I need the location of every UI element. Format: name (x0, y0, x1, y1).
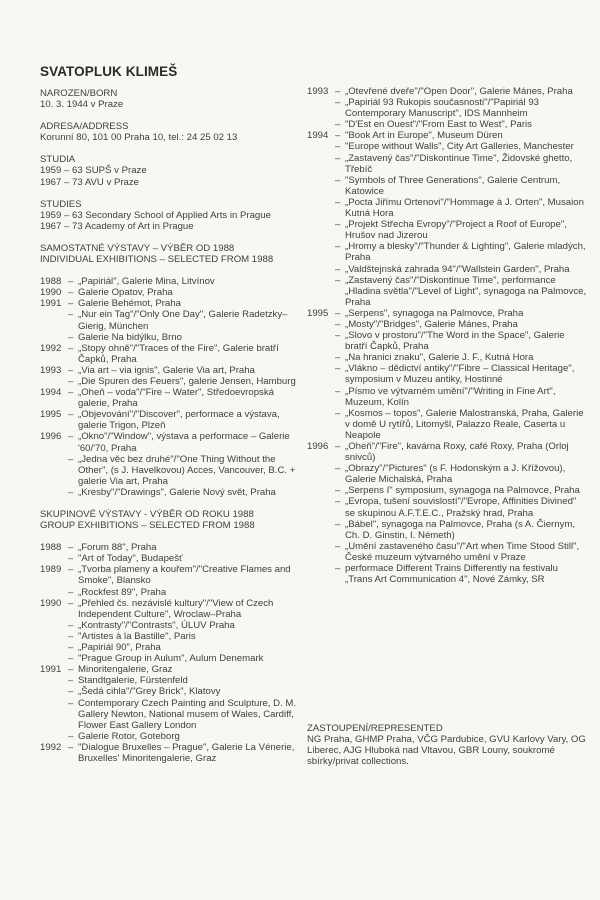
exhibition-text: "Artistes à la Bastille", Paris (78, 630, 196, 642)
dash-marker: – (68, 686, 74, 698)
dash-marker: – (335, 518, 341, 530)
exhibition-text: „Zastavený čas"/"Diskontinue Time", Židovské ghetto, Třebíč (345, 152, 573, 175)
dash-marker: – (68, 653, 74, 665)
group-heading-cz: SKUPINOVÉ VÝSTAVY - VÝBĚR OD ROKU 1988 (40, 509, 254, 520)
dash-marker: – (335, 363, 341, 375)
exhibition-item (68, 365, 302, 376)
exhibition-item (335, 563, 587, 585)
dash-marker: – (335, 563, 341, 575)
exhibition-year-entry (40, 365, 302, 387)
exhibition-item (68, 642, 302, 653)
exhibition-text: „Přehled čs. nezávislé kultury"/"View of Czech Independent Culture", Wroclaw–Praha (78, 597, 274, 620)
exhibition-year-entry (40, 542, 302, 564)
exhibition-year: 1996 (40, 431, 62, 443)
exhibition-year: 1992 (40, 741, 62, 753)
exhibition-item (335, 386, 587, 408)
dash-marker: – (68, 364, 74, 376)
exhibition-item (68, 731, 302, 742)
dash-marker: – (68, 309, 74, 321)
exhibition-item (68, 276, 302, 287)
exhibition-year: 1991 (40, 664, 62, 676)
exhibition-year: 1990 (40, 287, 62, 299)
exhibition-item (335, 319, 587, 330)
exhibition-item (335, 330, 587, 352)
exhibition-year-entry (307, 308, 587, 441)
exhibition-text: „Otevřené dveře"/"Open Door", Galerie Mánes, Praha (345, 86, 573, 97)
exhibition-item (335, 352, 587, 363)
dash-marker: – (68, 597, 74, 609)
exhibition-text: „Jedna věc bez druhé"/"One Thing Without the Other", (s J. Havelkovou) Acces, Vancouver, B.C. + galerie Via art, Praha (78, 453, 296, 487)
exhibition-text: "Book Art in Europe", Museum Düren (345, 130, 503, 142)
exhibition-text: "Dialogue Bruxelles – Prague", Galerie La Vénerie, Bruxelles' Minoritengalerie, Graz (78, 741, 295, 764)
exhibition-text: „Forum 88", Praha (78, 542, 157, 554)
exhibition-text: „Oheň – voda"/"Fire – Water", Středoevropská galerie, Praha (78, 387, 274, 410)
dash-marker: – (68, 642, 74, 654)
right-column (307, 86, 587, 585)
exhibition-text: performace Different Trains Differently na festivalu „Trans Art Communication 4", Nové Zámky, SR (345, 563, 558, 586)
exhibition-item (335, 175, 587, 197)
born-value: 10. 3. 1944 v Praze (40, 99, 124, 111)
exhibition-item (68, 487, 302, 498)
represented-heading: ZASTOUPENÍ/REPRESENTED (307, 723, 443, 734)
address-heading: ADRESA/ADDRESS (40, 121, 129, 133)
dash-marker: – (68, 453, 74, 465)
dash-marker: – (68, 298, 74, 310)
exhibition-item (68, 631, 302, 642)
exhibition-item (68, 553, 302, 564)
exhibition-item (68, 454, 302, 487)
exhibition-year-entry (307, 130, 587, 308)
studia-heading: STUDIA (40, 154, 76, 166)
exhibition-item (335, 130, 587, 141)
exhibition-text: „Objevování"/"Discover", performace a výstava, galerie Trigon, Plzeň (78, 409, 280, 432)
exhibition-year-entry (40, 431, 302, 498)
address-section (40, 121, 302, 143)
dash-marker: – (68, 741, 74, 753)
exhibition-text: „Zastavený čas"/"Diskontinue Time", performance „Hladina světla"/"Level of Light", synagoga na Palmovce, Praha (345, 274, 587, 308)
exhibition-text: „Evropa, tušení souvislostí"/"Evrope, Affinities Divined" se skupinou A.F.T.E.C., Pražský hrad, Praha (345, 496, 577, 519)
studies-heading: STUDIES (40, 198, 82, 210)
dash-marker: – (335, 119, 341, 131)
exhibition-text: „Stopy ohně"/"Traces of the Fire", Galerie bratří Čapků, Praha (78, 342, 279, 365)
exhibition-year-entry (40, 343, 302, 365)
exhibition-text: „Vlákno – dědictví antiky"/"Fibre – Classical Heritage", symposium v Muzeu antiky, Hostinné (345, 363, 575, 386)
exhibition-text: „Rockfest 89", Praha (78, 586, 167, 598)
individual-heading-en: INDIVIDUAL EXHIBITIONS – SELECTED FROM 1988 (40, 254, 274, 266)
exhibition-year-entry (307, 86, 587, 130)
exhibition-text: "Symbols of Three Generations", Galerie Centrum, Katowice (345, 174, 561, 197)
exhibition-item (68, 387, 302, 409)
studies-line: 1959 – 63 Secondary School of Applied Arts in Prague (40, 209, 271, 221)
exhibition-text: „Oheň"/"Fire", kavárna Roxy, café Roxy, Praha (Orloj snivců) (345, 441, 569, 464)
exhibition-item (335, 275, 587, 308)
exhibition-text: Galerie Opatov, Praha (78, 287, 173, 299)
exhibition-item (335, 496, 587, 518)
exhibition-text: „Serpens I" symposium, synagoga na Palmovce, Praha (345, 485, 580, 497)
exhibition-text: „Papiriál 93 Rukopis současnosti"/"Papiriál 93 Contemporary Manuscript", IDS Mannheim (345, 97, 539, 120)
dash-marker: – (68, 730, 74, 742)
dash-marker: – (68, 287, 74, 299)
exhibition-item (335, 264, 587, 275)
exhibition-year: 1992 (40, 342, 62, 354)
studia-line: 1959 – 63 SUPŠ v Praze (40, 165, 147, 177)
exhibition-text: „Papiriál 90", Praha (78, 642, 161, 654)
dash-marker: – (335, 540, 341, 552)
dash-marker: – (335, 307, 341, 319)
dash-marker: – (68, 486, 74, 498)
dash-marker: – (335, 152, 341, 164)
exhibition-year: 1990 (40, 597, 62, 609)
exhibition-item (335, 97, 587, 119)
exhibition-text: Galerie Rotor, Goteborg (78, 730, 180, 742)
exhibition-item (68, 698, 302, 731)
exhibition-item (68, 675, 302, 686)
dash-marker: – (335, 407, 341, 419)
dash-marker: – (335, 441, 341, 452)
exhibition-item (68, 431, 302, 453)
dash-marker: – (335, 219, 341, 231)
exhibition-text: Minoritengalerie, Graz (78, 664, 173, 676)
dash-marker: – (335, 274, 341, 286)
studies-line: 1967 – 73 Academy of Art in Prague (40, 220, 194, 232)
left-column (40, 88, 302, 775)
exhibition-item (335, 153, 587, 175)
exhibition-item (68, 653, 302, 664)
dash-marker: – (335, 97, 341, 109)
exhibition-year-entry (307, 441, 587, 585)
exhibition-item (335, 308, 587, 319)
group-heading-en: GROUP EXHIBITIONS – SELECTED FROM 1988 (40, 520, 255, 532)
exhibition-text: „Pocta Jiřímu Ortenovi"/"Hommage à J. Orten", Musaion Kutná Hora (345, 196, 584, 220)
dash-marker: – (68, 387, 74, 399)
exhibition-text: Galerie Na bidýlku, Brno (78, 331, 182, 343)
dash-marker: – (68, 409, 74, 421)
exhibition-year-entry (40, 564, 302, 597)
exhibition-text: „Obrazy"/"Pictures" (s F. Hodonským a J. Křížovou), Galerie Michalská, Praha (345, 463, 566, 486)
exhibition-text: „Slovo v prostoru"/"The Word in the Space", Galerie bratří Čapků, Praha (345, 330, 565, 353)
exhibition-text: „Kresby"/"Drawings", Galerie Nový svět, Praha (78, 486, 276, 498)
exhibition-item (335, 519, 587, 541)
exhibition-item (335, 86, 587, 97)
dash-marker: – (68, 664, 74, 676)
exhibition-year-entry (40, 298, 302, 342)
exhibition-year-entry (40, 742, 302, 764)
exhibition-item (68, 376, 302, 387)
dash-marker: – (335, 86, 341, 97)
dash-marker: – (335, 241, 341, 253)
exhibition-year: 1988 (40, 542, 62, 554)
dash-marker: – (335, 141, 341, 153)
exhibition-year-entry (40, 387, 302, 409)
exhibition-year-entry (40, 664, 302, 742)
exhibition-text: „Serpens", synagoga na Palmovce, Praha (345, 307, 524, 319)
exhibition-year: 1993 (40, 364, 62, 376)
dash-marker: – (335, 174, 341, 186)
born-section (40, 88, 302, 110)
represented-section (307, 723, 587, 767)
exhibition-text: „Kosmos – topos", Galerie Malostranská, Praha, Galerie v domě U rytířů, Litomyšl, Palazzo Reale, Caserta u Neapole (345, 407, 584, 441)
exhibition-year: 1995 (307, 307, 329, 319)
dash-marker: – (335, 485, 341, 497)
exhibition-item (68, 620, 302, 631)
exhibition-text: „Die Spuren des Feuers", galerie Jensen, Hamburg (78, 375, 296, 387)
dash-marker: – (335, 463, 341, 475)
exhibition-year-entry (40, 409, 302, 431)
exhibition-text: "Art of Today", Budapešť (78, 553, 183, 565)
exhibition-text: „Na hranici znaku", Galerie J. F., Kutná Hora (345, 352, 534, 364)
dash-marker: – (335, 196, 341, 208)
individual-exhibitions-heading-block (40, 243, 302, 265)
exhibition-text: „Nur ein Tag"/"Only One Day", Galerie Radetzky–Gierig, München (78, 309, 288, 332)
dash-marker: – (68, 553, 74, 565)
dash-marker: – (68, 697, 74, 709)
dash-marker: – (68, 564, 74, 576)
exhibition-text: „Mosty"/"Bridges", Galerie Mánes, Praha (345, 318, 518, 330)
exhibition-year: 1989 (40, 564, 62, 576)
exhibition-item (335, 363, 587, 385)
exhibition-item (335, 485, 587, 496)
exhibition-item (68, 409, 302, 431)
exhibition-item (68, 598, 302, 620)
exhibition-item (68, 664, 302, 675)
exhibition-item (68, 686, 302, 697)
dash-marker: – (68, 276, 74, 288)
exhibition-item (68, 742, 302, 764)
dash-marker: – (68, 342, 74, 354)
exhibition-year-entry (40, 287, 302, 298)
exhibition-item (335, 141, 587, 152)
individual-exhibitions-list (40, 276, 302, 498)
dash-marker: – (335, 352, 341, 364)
exhibition-item (335, 219, 587, 241)
dash-marker: – (335, 330, 341, 342)
exhibition-text: „Kontrasty"/"Contrasts", ÚLUV Praha (78, 619, 235, 631)
exhibition-year: 1994 (307, 130, 329, 142)
exhibition-text: „Umění zastaveného času"/"Art when Time Stood Still", České muzeum výtvarného umění v Praze (345, 540, 580, 563)
studia-line: 1967 – 73 AVU v Praze (40, 176, 140, 188)
exhibition-item (335, 541, 587, 563)
exhibition-text: „Okno"/"Window", výstava a performace – Galerie '60/'70, Praha (78, 431, 290, 454)
exhibition-item (335, 463, 587, 485)
exhibition-text: „Tvorba plameny a kouřem"/"Creative Flames and Smoke", Blansko (78, 564, 291, 587)
exhibition-year-entry (40, 276, 302, 287)
dash-marker: – (68, 675, 74, 687)
exhibition-text: „Šedá cihla"/"Grey Brick", Klatovy (78, 686, 221, 698)
exhibition-item (68, 298, 302, 309)
exhibition-text: „Via art – via ignis", Galerie Via art, Praha (78, 364, 255, 376)
exhibition-text: „Papiriál", Galerie Mina, Litvínov (78, 276, 215, 288)
dash-marker: – (335, 130, 341, 142)
exhibition-item (335, 119, 587, 130)
exhibition-text: Standtgalerie, Fürstenfeld (78, 675, 188, 687)
group-exhibitions-list-left (40, 542, 302, 764)
exhibition-text: "Europe without Walls", City Art Galleries, Manchester (345, 141, 574, 153)
represented-text: NG Praha, GHMP Praha, VČG Pardubice, GVU Karlovy Vary, OG Liberec, AJG Hluboká nad Vltavou, GBR Louny, soukromé sbírky/privat collections. (307, 734, 586, 768)
exhibition-item (68, 343, 302, 365)
exhibition-item (68, 587, 302, 598)
exhibition-year: 1996 (307, 441, 329, 452)
dash-marker: – (68, 375, 74, 387)
group-exhibitions-list-right (307, 86, 587, 585)
exhibition-item (68, 309, 302, 331)
exhibition-text: Contemporary Czech Painting and Sculpture, D. M. Gallery Newton, National musem of Wales, Cardiff, Flower East Gallery London (78, 697, 297, 731)
exhibition-text: „Hromy a blesky"/"Thunder & Lighting", Galerie mladých, Praha (345, 241, 586, 264)
exhibition-item (68, 287, 302, 298)
exhibition-text: "D'Est en Ouest"/"From East to West", Paris (345, 119, 532, 131)
exhibition-year: 1991 (40, 298, 62, 310)
dash-marker: – (68, 431, 74, 443)
exhibition-item (335, 441, 587, 463)
dash-marker: – (68, 630, 74, 642)
group-exhibitions-heading-block (40, 509, 302, 531)
exhibition-text: „Bábel", synagoga na Palmovce, Praha (s A. Čiernym, Ch. D. Ginstin, I. Németh) (345, 518, 576, 541)
studies-section (40, 199, 302, 232)
dash-marker: – (335, 496, 341, 508)
exhibition-year: 1995 (40, 409, 62, 421)
dash-marker: – (335, 385, 341, 397)
exhibition-item (335, 197, 587, 219)
exhibition-text: „Valdštejnská zahrada 94"/"Wallstein Garden", Praha (345, 263, 570, 275)
exhibition-item (68, 542, 302, 553)
exhibition-text: "Prague Group in Aulum", Aulum Denemark (78, 653, 264, 665)
born-heading: NAROZEN/BORN (40, 88, 118, 99)
exhibition-text: Galerie Behémot, Praha (78, 298, 181, 310)
exhibition-item (68, 332, 302, 343)
artist-name-heading: SVATOPLUK KLIMEŠ (40, 64, 178, 79)
exhibition-text: „Projekt Střecha Evropy"/"Project a Roof of Europe", Hrušov nad Jizerou (345, 219, 567, 242)
exhibition-year: 1994 (40, 387, 62, 399)
exhibition-year: 1988 (40, 276, 62, 288)
exhibition-text: „Písmo ve výtvarném umění"/"Writing in Fine Art", Muzeum, Kolín (345, 385, 556, 408)
dash-marker: – (335, 263, 341, 275)
exhibition-item (335, 241, 587, 263)
individual-heading-cz: SAMOSTATNÉ VÝSTAVY – VÝBĚR OD 1988 (40, 242, 235, 254)
dash-marker: – (68, 331, 74, 343)
dash-marker: – (68, 586, 74, 598)
dash-marker: – (335, 318, 341, 330)
address-value: Korunní 80, 101 00 Praha 10, tel.: 24 25 02 13 (40, 132, 238, 144)
exhibition-year-entry (40, 598, 302, 665)
dash-marker: – (68, 542, 74, 554)
studia-section (40, 154, 302, 187)
exhibition-item (68, 564, 302, 586)
exhibition-year: 1993 (307, 86, 329, 97)
dash-marker: – (68, 619, 74, 631)
exhibition-item (335, 408, 587, 441)
